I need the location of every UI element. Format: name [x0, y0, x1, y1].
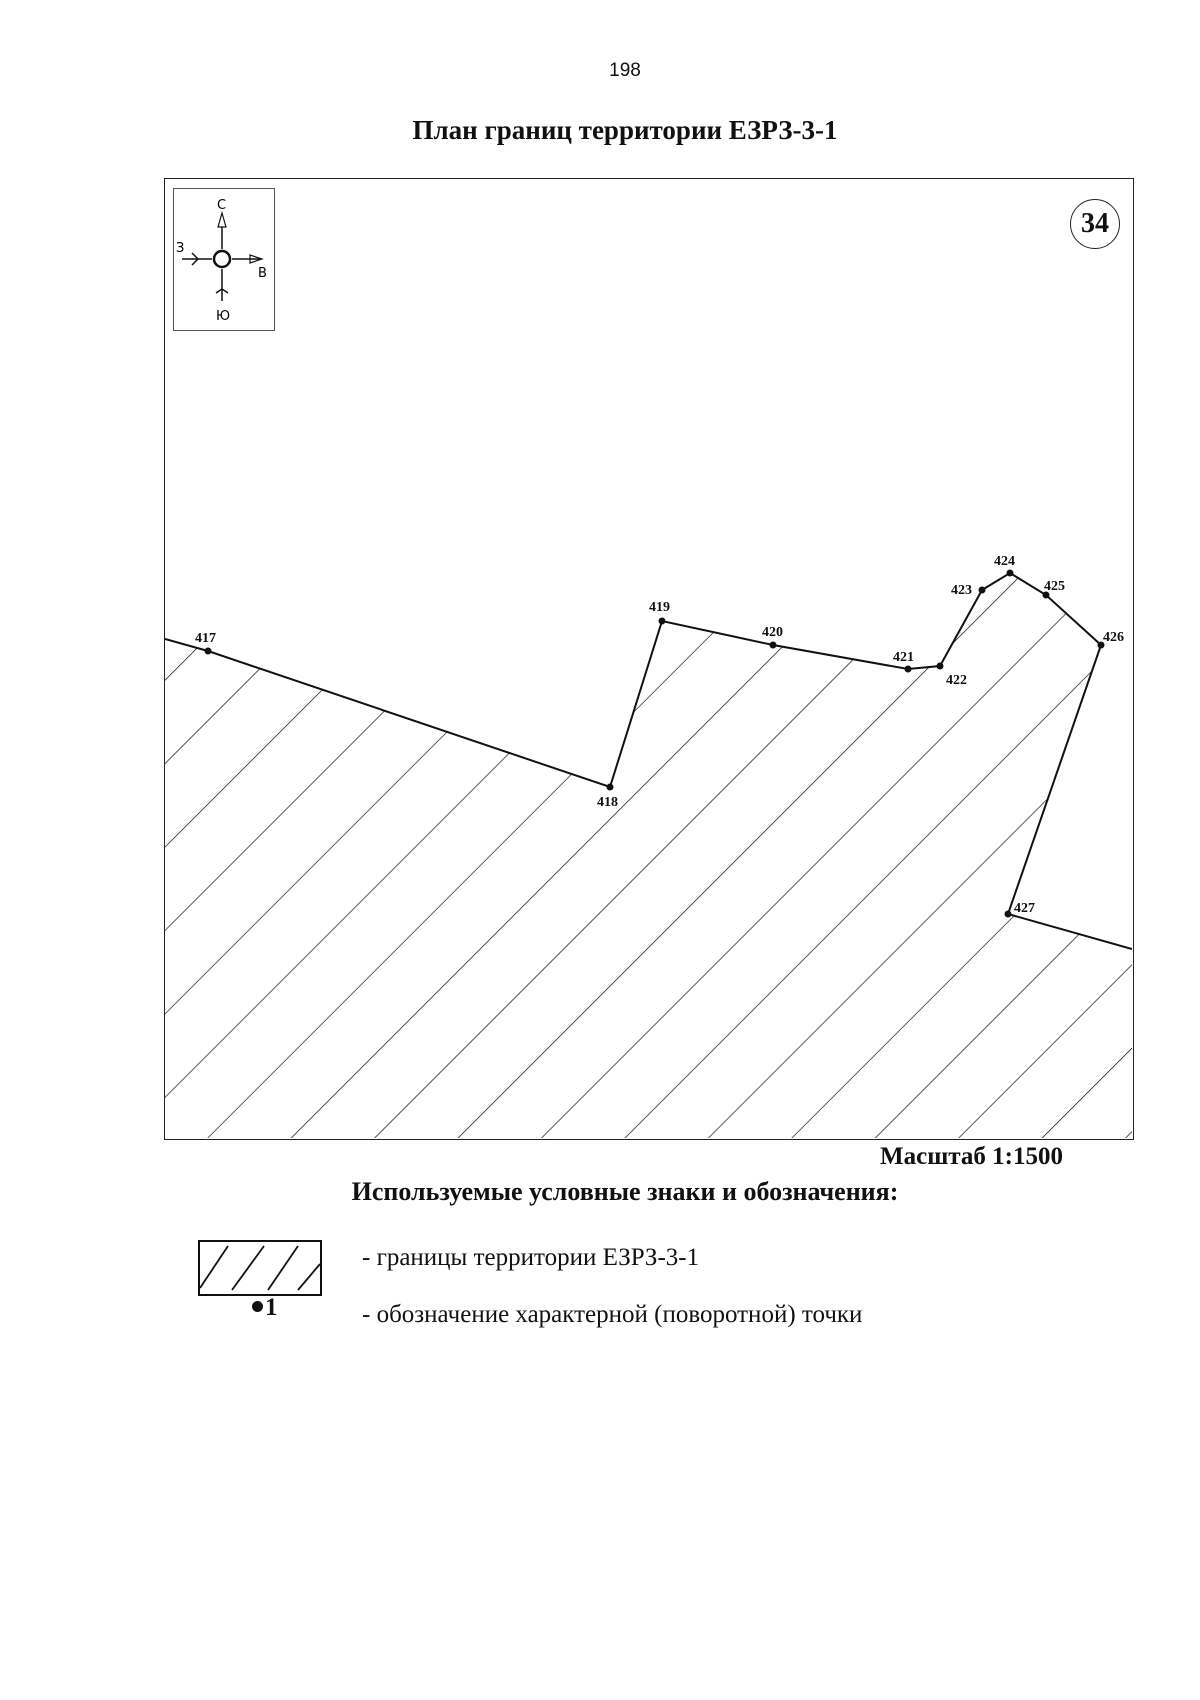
compass-east-label: В: [258, 266, 267, 281]
legend-point-number: 1: [265, 1294, 278, 1321]
compass-center-icon: [214, 251, 230, 267]
map-frame: [164, 178, 1134, 1140]
turning-point-419: [649, 600, 670, 625]
north-arrow-icon: [218, 213, 226, 227]
boundary-map: [165, 179, 1132, 1138]
point-label: 427: [1014, 901, 1035, 916]
turning-point-425: [1043, 579, 1066, 599]
legend-point-symbol: [252, 1294, 278, 1322]
page-number: 198: [609, 60, 641, 81]
legend-item-boundary: - границы территории ЕЗРЗ-3-1: [362, 1244, 700, 1271]
point-label: 425: [1044, 579, 1065, 594]
point-label: 424: [994, 554, 1015, 569]
point-dot-icon: [252, 1301, 263, 1312]
point-label: 420: [762, 625, 783, 640]
scale-label: Масштаб 1:1500: [880, 1143, 1063, 1170]
sheet-number-badge: 34: [1070, 199, 1120, 249]
point-label: 422: [946, 673, 967, 688]
point-label: 426: [1103, 630, 1124, 645]
compass-rose: [173, 188, 275, 331]
point-label: 419: [649, 600, 670, 615]
legend-hatch-swatch: [198, 1240, 322, 1296]
page-title: План границ территории ЕЗРЗ-3-1: [412, 115, 838, 145]
compass-north-label: С: [217, 198, 227, 213]
point-label: 418: [597, 795, 618, 810]
legend-title: Используемые условные знаки и обозначения:: [351, 1177, 899, 1206]
legend-item-point: - обозначение характерной (поворотной) точки: [362, 1301, 863, 1328]
point-label: 423: [951, 583, 972, 598]
territory-area: [165, 573, 1132, 1138]
turning-point-426: [1098, 630, 1125, 649]
compass-west-label: З: [176, 241, 185, 256]
point-label: 417: [195, 631, 216, 646]
point-label: 421: [893, 650, 914, 665]
compass-south-label: Ю: [216, 309, 231, 324]
turning-point-424: [994, 554, 1015, 577]
